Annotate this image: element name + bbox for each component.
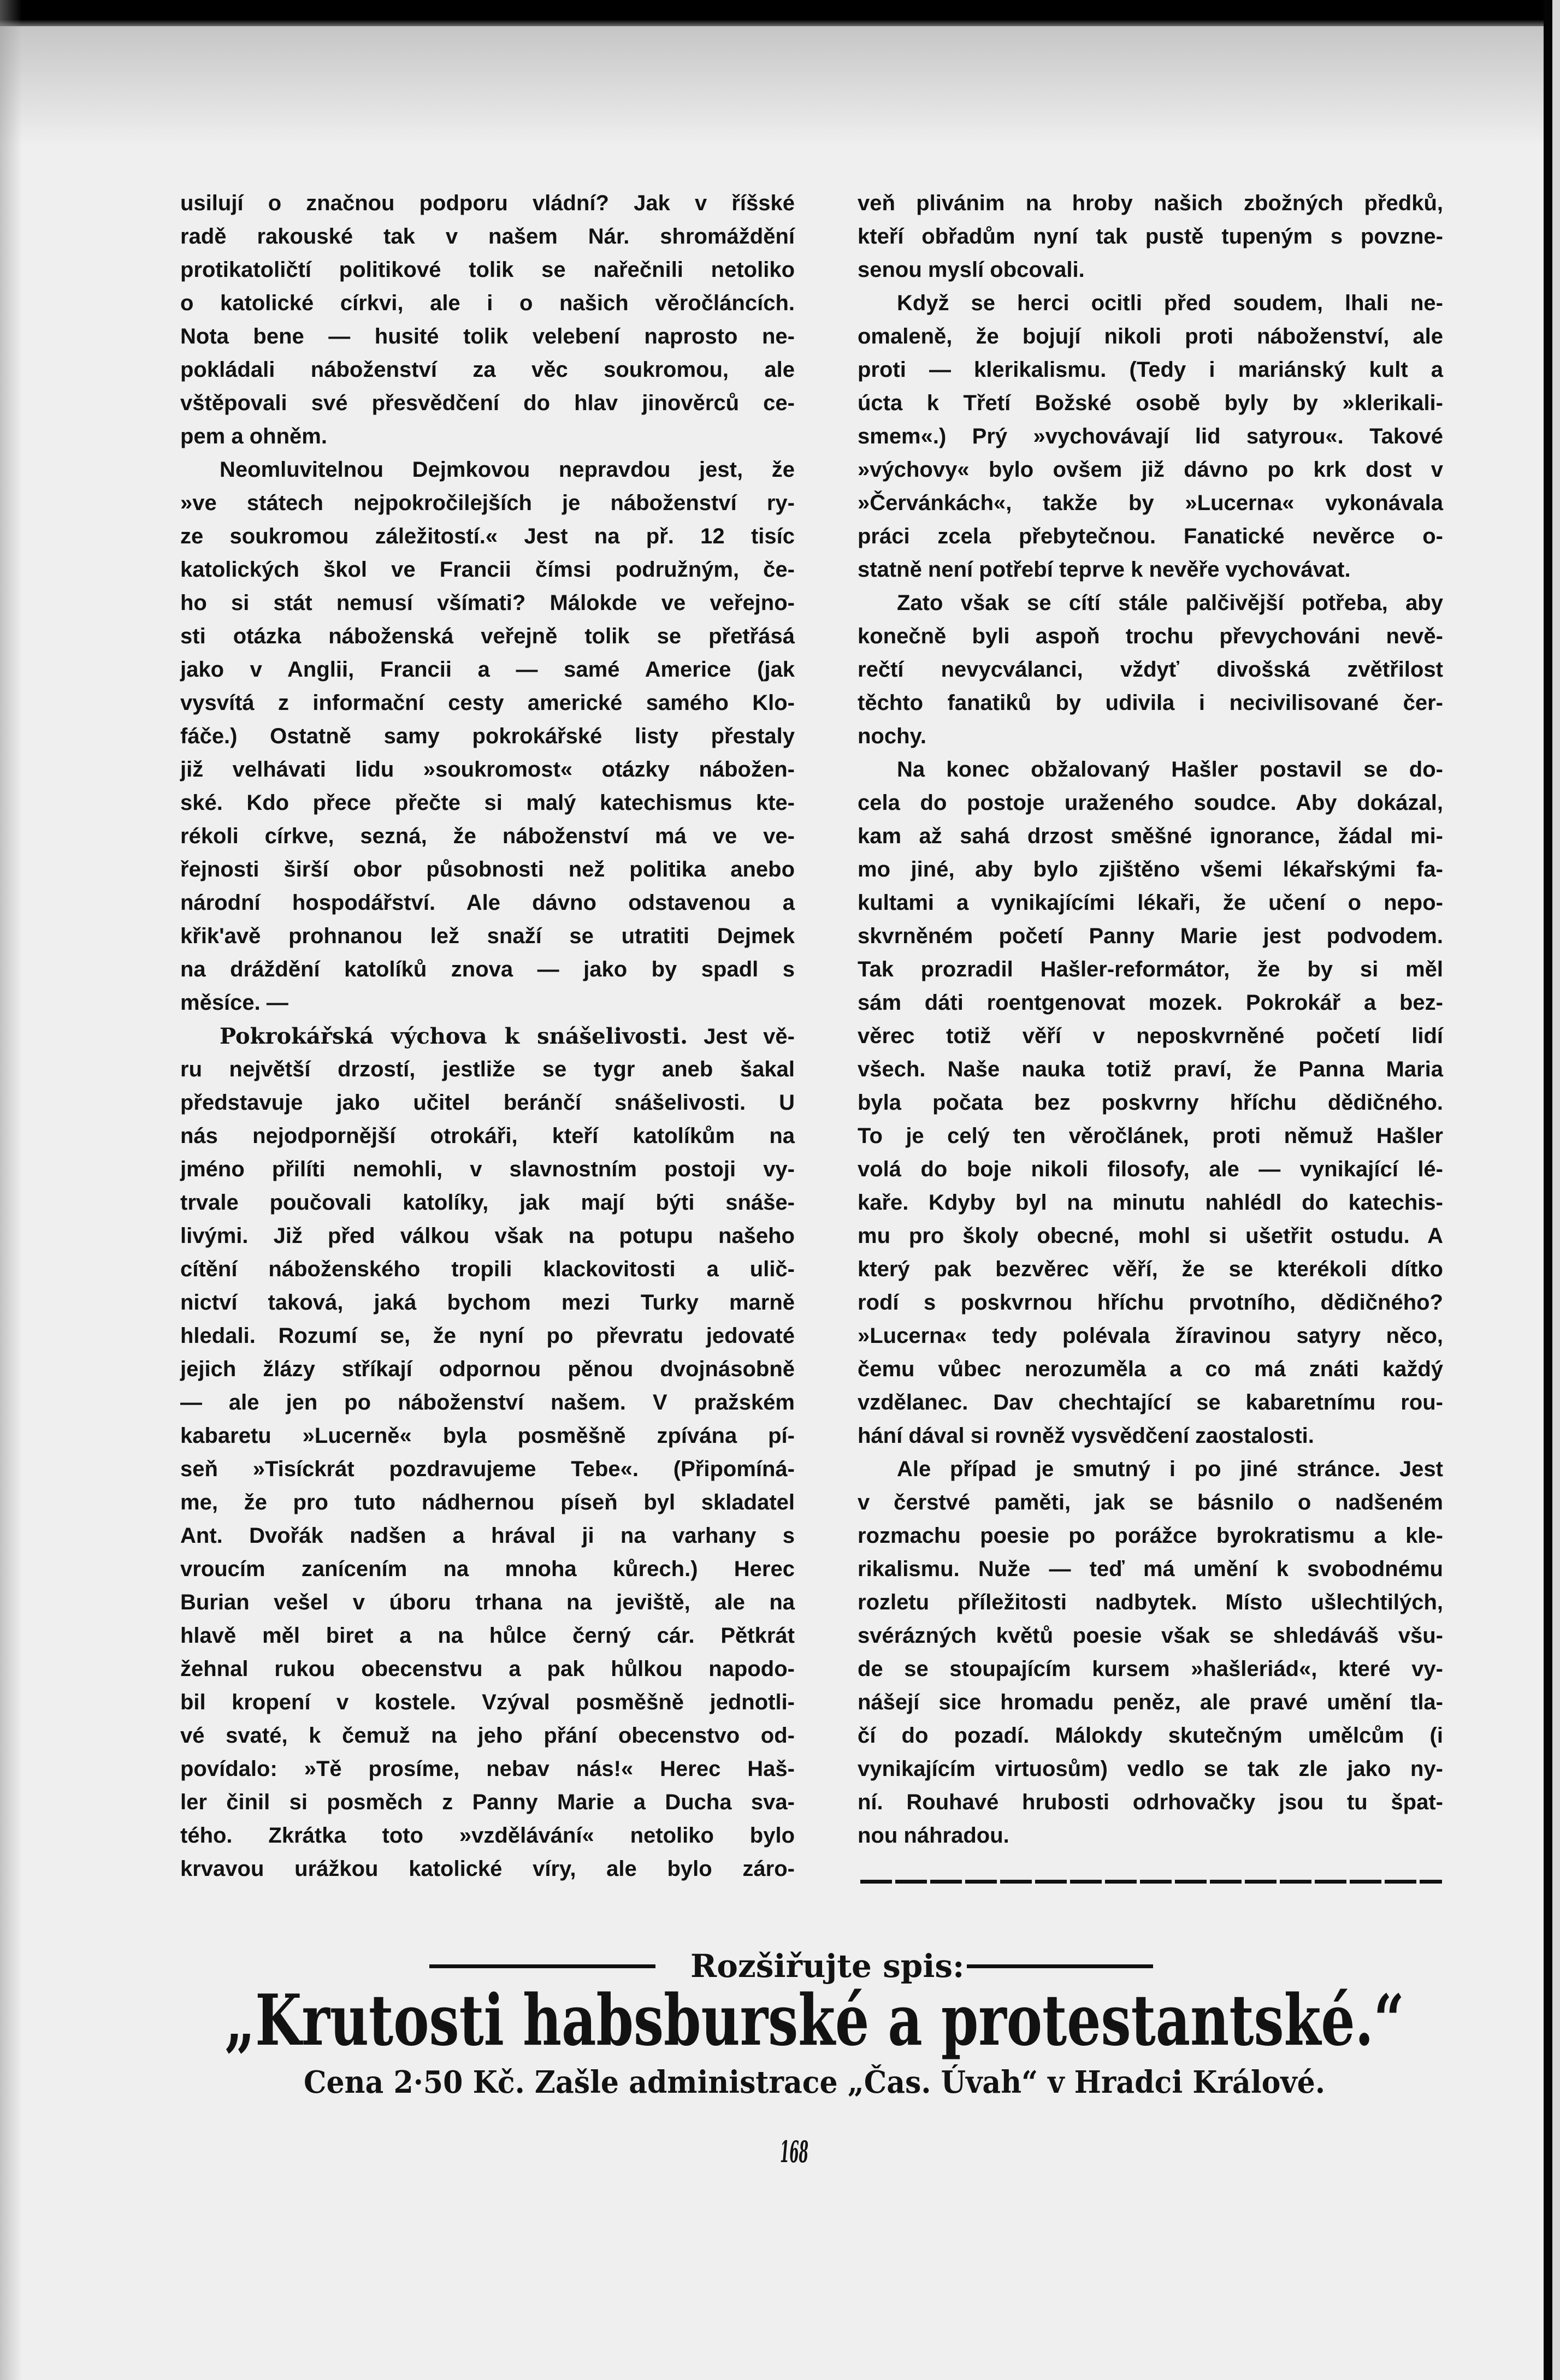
advert-book-title: „Krutosti habsburské a protestantské.“ [224, 1980, 1404, 2062]
text-line [180, 1020, 795, 1053]
text-line [180, 753, 795, 786]
text-line [858, 1153, 1443, 1186]
text-line [858, 1819, 1443, 1852]
text-line [180, 1453, 795, 1486]
text-line [858, 1086, 1443, 1120]
line-text: konečně byli aspoň trochu převychováni nevě- [858, 624, 1443, 648]
line-text [220, 1020, 795, 1053]
line-text: úcta k Třetí Božské osobě byly by »klerikali- [858, 391, 1443, 415]
line-text: nictví taková, jaká bychom mezi Turky marně [180, 1290, 795, 1315]
line-text: sti otázka náboženská veřejně tolik se přetřásá [180, 624, 795, 648]
line-text: ho si stát nemusí všímati? Málokde ve veřejno- [180, 591, 795, 615]
line-text: národní hospodářství. Ale dávno odstavenou a [180, 891, 795, 915]
text-line [858, 686, 1443, 720]
line-text: jméno přilíti nemohli, v slavnostním postoji vy- [180, 1157, 795, 1181]
text-line [180, 1419, 795, 1453]
text-line [858, 1219, 1443, 1253]
line-text: kam až sahá drzost směšné ignorance, žádal mi- [858, 824, 1443, 848]
right-text-column [858, 187, 1443, 1852]
text-line [180, 387, 795, 420]
text-line [180, 520, 795, 553]
text-line [180, 1053, 795, 1086]
text-line [858, 1553, 1443, 1586]
scan-border-left [0, 0, 22, 2380]
line-text: me, že pro tuto nádhernou píseň byl skladatel [180, 1490, 795, 1514]
line-text: Tak prozradil Hašler-reformátor, že by si měl [858, 957, 1443, 981]
scan-border-right [1544, 0, 1552, 2380]
line-text: senou myslí obcovali. [858, 258, 1085, 282]
line-text: de se stoupajícím kursem »hašleriád«, které vy- [858, 1657, 1443, 1681]
text-line [858, 253, 1443, 287]
line-text: »Červánkách«, takže by »Lucerna« vykonávala [858, 491, 1443, 515]
text-line [858, 353, 1443, 387]
line-text: cítění náboženského tropili klackovitosti a ulič- [180, 1257, 795, 1281]
text-line [180, 720, 795, 753]
text-line [180, 1319, 795, 1353]
line-text: byla počata bez poskvrny hříchu dědičného. [858, 1091, 1443, 1115]
text-line [858, 387, 1443, 420]
text-line [858, 1053, 1443, 1086]
text-line [180, 1353, 795, 1386]
text-line [180, 1586, 795, 1619]
text-line [180, 587, 795, 620]
line-text: povídalo: »Tě prosíme, nebav nás!« Herec Haš- [180, 1757, 795, 1781]
line-text: kabaretu »Lucerně« byla posměšně zpívána pí- [180, 1424, 795, 1448]
paragraph [858, 187, 1443, 287]
text-line [180, 487, 795, 520]
text-line [858, 187, 1443, 220]
line-text: rikalismu. Nuže — teď má umění k svobodnému [858, 1557, 1443, 1581]
text-line [180, 653, 795, 686]
text-line [180, 620, 795, 653]
line-text: o katolické církvi, ale i o našich věročláncích. [180, 291, 795, 315]
line-text: katolických škol ve Francii čímsi podružným, če- [180, 558, 795, 582]
line-text: Ant. Dvořák nadšen a hrával ji na varhany s [180, 1524, 795, 1548]
text-line [858, 1386, 1443, 1419]
text-line [858, 1353, 1443, 1386]
text-line [858, 587, 1443, 620]
line-text: skvrněném početí Panny Marie jest podvodem. [858, 924, 1443, 948]
line-text: věrec totiž věří v neposkvrněné početí lidí [858, 1024, 1443, 1048]
text-line [180, 1753, 795, 1786]
line-text: řejnosti širší obor působnosti než politika anebo [180, 857, 795, 881]
text-line [180, 1386, 795, 1419]
line-text: práci zcela přebytečnou. Fanatické nevěrce o- [858, 524, 1443, 548]
line-text: jejich žlázy stříkají odpornou pěnou dvojnásobně [180, 1357, 795, 1381]
line-text: který pak bezvěrec věří, že se kterékoli dítko [858, 1257, 1443, 1281]
text-line [180, 820, 795, 853]
line-text: nou náhradou. [858, 1824, 1009, 1848]
line-text: pokládali náboženství za věc soukromou, ale [180, 358, 795, 382]
text-line [858, 520, 1443, 553]
line-text: fáče.) Ostatně samy pokrokářské listy přestaly [180, 724, 795, 748]
line-text: nás nejodpornější otrokáři, kteří katolíkům na [180, 1124, 795, 1148]
line-text: seň »Tisíckrát pozdravujeme Tebe«. (Připomíná- [180, 1457, 795, 1481]
paragraph [180, 187, 795, 453]
text-line [180, 786, 795, 820]
scan-shadow [0, 26, 1560, 146]
line-text: čí do pozadí. Málokdy skutečným umělcům (i [858, 1724, 1443, 1748]
text-line [858, 753, 1443, 786]
paragraph [858, 587, 1443, 753]
left-text-column [180, 187, 795, 1886]
text-line [858, 986, 1443, 1020]
paragraph [180, 453, 795, 1020]
scan-edge [1552, 0, 1560, 2380]
line-text: krvavou urážkou katolické víry, ale bylo záro- [180, 1857, 795, 1881]
line-text: rodí s poskvrnou hříchu prvotního, dědičného? [858, 1290, 1443, 1315]
text-line [858, 720, 1443, 753]
text-line [858, 820, 1443, 853]
text-line [858, 653, 1443, 686]
line-text: Zato však se cítí stále palčivější potřeba, aby [897, 591, 1443, 615]
text-line [858, 1186, 1443, 1219]
line-text: volá do boje nikoli filosofy, ale — vynikající lé- [858, 1157, 1443, 1181]
line-text: všech. Naše nauka totiž praví, že Panna Maria [858, 1057, 1443, 1081]
paragraph [858, 287, 1443, 587]
text-line [858, 853, 1443, 886]
line-text: Na konec obžalovaný Hašler postavil se do- [897, 757, 1443, 782]
text-line [858, 1253, 1443, 1286]
text-line [180, 1153, 795, 1186]
line-text: »ve státech nejpokročilejších je náboženství ry- [180, 491, 795, 515]
text-line [858, 220, 1443, 253]
text-line [858, 1486, 1443, 1519]
text-line [858, 287, 1443, 320]
text-line [858, 1020, 1443, 1053]
line-text: livými. Již před válkou však na potupu našeho [180, 1224, 795, 1248]
line-text: rékoli církve, sezná, že náboženství má ve ve- [180, 824, 795, 848]
text-line [858, 420, 1443, 453]
line-text: pem a ohněm. [180, 424, 327, 448]
line-text: těchto fanatiků by udivila i necivilisované čer- [858, 691, 1443, 715]
line-text: čemu vůbec nerozuměla a co má znáti každý [858, 1357, 1443, 1381]
text-line [180, 1619, 795, 1653]
text-line [858, 1519, 1443, 1553]
text-line [180, 1553, 795, 1586]
line-text: křik'avě prohnanou lež snaží se utratiti Dejmek [180, 924, 795, 948]
text-line [180, 1686, 795, 1719]
line-text: vé svaté, k čemuž na jeho přání obecenstvo od- [180, 1724, 795, 1748]
line-text: hledali. Rozumí se, že nyní po převratu jedovaté [180, 1324, 795, 1348]
text-line [180, 253, 795, 287]
line-text: Burian vešel v úboru trhana na jeviště, ale na [180, 1590, 795, 1614]
line-text: na dráždění katolíků znova — jako by spadl s [180, 957, 795, 981]
text-line [858, 453, 1443, 487]
line-text: trvale poučovali katolíky, jak mají býti snáše- [180, 1191, 795, 1215]
advert-details: Cena 2·50 Kč. Zašle administrace „Čas. Úvah“ v Hradci Králové. [304, 2064, 1325, 2100]
line-text: představuje jako učitel beránčí snášelivosti. U [180, 1091, 795, 1115]
line-text: statně není potřebí teprve k nevěře vychovávat. [858, 558, 1351, 582]
line-text: kteří obřadům nyní tak pustě tupeným s povzne- [858, 224, 1443, 248]
text-line [180, 1120, 795, 1153]
text-line [180, 920, 795, 953]
line-text: rozmachu poesie po porážce byrokratismu a kle- [858, 1524, 1443, 1548]
text-line [858, 886, 1443, 920]
section-lead-heading: Pokrokářská výchova k snášelivosti. [220, 1023, 688, 1049]
text-line [858, 1319, 1443, 1353]
text-line [180, 886, 795, 920]
line-text: Neomluvitelnou Dejmkovou nepravdou jest, že [220, 458, 795, 482]
line-text: ské. Kdo přece přečte si malý katechismus kte- [180, 791, 795, 815]
line-text: ler činil si posměch z Panny Marie a Ducha sva- [180, 1790, 795, 1814]
text-line [180, 420, 795, 453]
text-line [180, 220, 795, 253]
line-text: »Lucerna« tedy polévala žíravinou satyry něco, [858, 1324, 1443, 1348]
text-line [180, 553, 795, 587]
text-line [180, 1819, 795, 1852]
text-line [180, 453, 795, 487]
line-text: protikatoličtí politikové tolik se nařečnili netoliko [180, 258, 795, 282]
paragraph [180, 1020, 795, 1886]
line-text: rečtí nevycválanci, vždyť divošská zvětřilost [858, 658, 1443, 682]
text-line [180, 287, 795, 320]
text-line [180, 853, 795, 886]
line-text: již velhávati lidu »soukromost« otázky nábožen- [180, 757, 795, 782]
line-text: radě rakouské tak v našem Nár. shromáždění [180, 224, 795, 248]
line-text: v čerstvé paměti, jak se básnilo o nadšeném [858, 1490, 1443, 1514]
line-text: omaleně, že bojují nikoli proti náboženství, ale [858, 324, 1443, 348]
text-line [858, 1753, 1443, 1786]
line-text: mu pro školy obecné, mohl si ušetřit ostudu. A [858, 1224, 1443, 1248]
text-line [858, 1653, 1443, 1686]
text-line [180, 1286, 795, 1319]
text-line [180, 1519, 795, 1553]
line-text: ru největší drzostí, jestliže se tygr aneb šakal [180, 1057, 795, 1081]
text-line [180, 320, 795, 353]
line-text: To je celý ten věročlánek, proti němuž Hašler [858, 1124, 1443, 1148]
scan-border-top [0, 0, 1560, 26]
text-line [180, 686, 795, 720]
text-line [858, 1120, 1443, 1153]
line-text: nochy. [858, 724, 926, 748]
line-text: — ale jen po náboženství našem. V pražském [180, 1390, 795, 1414]
line-text: jako v Anglii, Francii a — samé Americe (jak [180, 658, 795, 682]
text-line [858, 487, 1443, 520]
line-text: hání dával si rovněž vysvědčení zaostalosti. [858, 1424, 1314, 1448]
line-text: smem«.) Prý »vychovávají lid satyrou«. Takové [858, 424, 1443, 448]
line-text: sám dáti roentgenovat mozek. Pokrokář a bez- [858, 991, 1443, 1015]
line-text: Nota bene — husité tolik velebení naprosto ne- [180, 324, 795, 348]
text-line [180, 953, 795, 986]
line-text: žehnal rukou obecenstvu a pak hůlkou napodo- [180, 1657, 795, 1681]
paragraph [858, 1453, 1443, 1852]
text-line [858, 1786, 1443, 1819]
text-line [858, 320, 1443, 353]
line-text: Ale případ je smutný i po jiné stránce. Jest [897, 1457, 1443, 1481]
text-line [180, 1219, 795, 1253]
line-text: kaře. Kdyby byl na minutu nahlédl do katechis- [858, 1191, 1443, 1215]
line-text: vroucím zanícením na mnoha kůrech.) Herec [180, 1557, 795, 1581]
text-line [858, 953, 1443, 986]
text-line [858, 1453, 1443, 1486]
text-line [858, 620, 1443, 653]
text-line [858, 1419, 1443, 1453]
text-line [180, 1086, 795, 1120]
line-text: svérázných květů poesie však se shledáváš všu- [858, 1624, 1443, 1648]
line-text: ze soukromou záležitostí.« Jest na př. 12 tisíc [180, 524, 795, 548]
line-text: rozletu příležitosti nadbytek. Místo ušlechtilých, [858, 1590, 1443, 1614]
text-line [858, 553, 1443, 587]
text-line [858, 786, 1443, 820]
line-text: mo jiné, aby bylo zjištěno všemi lékařskými fa- [858, 857, 1443, 881]
advert-prefix: Rozšiřujte spis: [690, 1947, 965, 1985]
line-text: nášejí sice hromadu peněz, ale pravé umění tla- [858, 1690, 1443, 1714]
text-line [858, 1286, 1443, 1319]
text-line [180, 1719, 795, 1753]
text-line [180, 1186, 795, 1219]
text-line [858, 1686, 1443, 1719]
paragraph [858, 753, 1443, 1453]
text-line [180, 1253, 795, 1286]
line-text: bil kropení v kostele. Vzýval posměšně jednotli- [180, 1690, 795, 1714]
text-line [180, 1852, 795, 1886]
section-divider [860, 1880, 1442, 1884]
text-line [180, 1653, 795, 1686]
text-line [180, 353, 795, 387]
line-text: tého. Zkrátka toto »vzdělávání« netoliko bylo [180, 1824, 795, 1848]
line-text: veň plivánim na hroby našich zbožných předků, [858, 191, 1443, 215]
line-text: proti — klerikalismu. (Tedy i mariánský kult a [858, 358, 1443, 382]
text-line [180, 1786, 795, 1819]
line-text: ní. Rouhavé hrubosti odrhovačky jsou tu špat- [858, 1790, 1443, 1814]
line-text: Když se herci ocitli před soudem, lhali ne- [897, 291, 1443, 315]
line-text: hlavě měl biret a na hůlce černý cár. Pětkrát [180, 1624, 795, 1648]
decorative-rule-left [429, 1964, 655, 1968]
text-line [180, 187, 795, 220]
decorative-rule-right [967, 1964, 1153, 1968]
line-text: vštěpovali své přesvědčení do hlav jinověrců ce- [180, 391, 795, 415]
text-line [180, 1486, 795, 1519]
line-text: »výchovy« bylo ovšem již dávno po krk dost v [858, 458, 1443, 482]
text-line [180, 986, 795, 1020]
text-line [858, 1719, 1443, 1753]
line-text: měsíce. — [180, 991, 288, 1015]
line-text: kultami a vynikajícími lékaři, že učení o nepo- [858, 891, 1443, 915]
line-text-rest: Jest vě- [688, 1025, 795, 1049]
line-text: vysvítá z informační cesty americké samého Klo- [180, 691, 795, 715]
text-line [858, 1619, 1443, 1653]
line-text: vzdělanec. Dav chechtající se kabaretnímu rou- [858, 1390, 1443, 1414]
page-number: 168 [780, 2134, 808, 2169]
line-text: cela do postoje uraženého soudce. Aby dokázal, [858, 791, 1443, 815]
line-text: vynikajícím virtuosům) vedlo se tak zle jako ny- [858, 1757, 1443, 1781]
text-line [858, 920, 1443, 953]
text-line [858, 1586, 1443, 1619]
line-text: usilují o značnou podporu vládní? Jak v říšské [180, 191, 795, 215]
